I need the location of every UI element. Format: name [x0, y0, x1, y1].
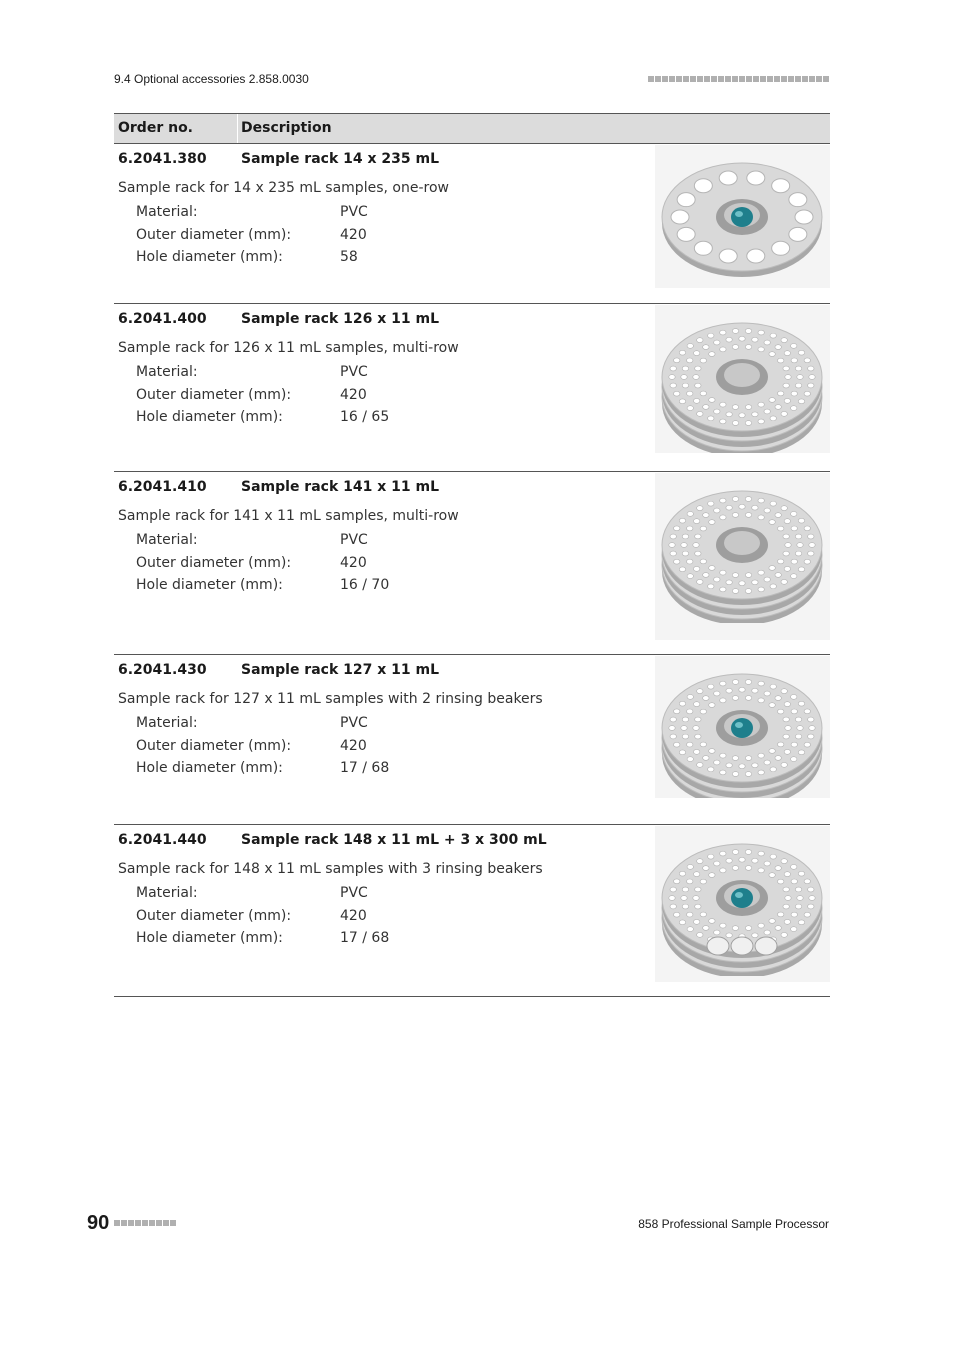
spec-label: Material:	[136, 532, 198, 548]
item-title: Sample rack 141 x 11 mL	[241, 479, 440, 495]
table-row	[114, 143, 830, 304]
item-description: Sample rack for 127 x 11 mL samples with 2 rinsing beakers	[118, 691, 543, 707]
spec-value: PVC	[340, 715, 368, 731]
item-title: Sample rack 148 x 11 mL + 3 x 300 mL	[241, 832, 547, 848]
spec-label: Material:	[136, 715, 198, 731]
spec-value: 420	[340, 555, 367, 571]
item-description: Sample rack for 148 x 11 mL samples with 3 rinsing beakers	[118, 861, 543, 877]
footer-product-name: 858 Professional Sample Processor	[638, 1217, 829, 1231]
item-description: Sample rack for 126 x 11 mL samples, multi-row	[118, 340, 459, 356]
table-row	[114, 654, 830, 825]
spec-label: Material:	[136, 204, 198, 220]
spec-label: Hole diameter (mm):	[136, 409, 283, 425]
spec-value: PVC	[340, 885, 368, 901]
sample-rack-photo	[655, 826, 830, 982]
spec-label: Outer diameter (mm):	[136, 738, 292, 754]
item-title: Sample rack 127 x 11 mL	[241, 662, 440, 678]
sample-rack-photo	[655, 656, 830, 798]
item-title: Sample rack 126 x 11 mL	[241, 311, 440, 327]
page-number: 90	[87, 1212, 110, 1234]
spec-value: 16 / 70	[340, 577, 390, 593]
footer-decorative-squares	[114, 1220, 176, 1226]
sample-rack-photo	[655, 305, 830, 453]
spec-label: Hole diameter (mm):	[136, 760, 283, 776]
table-row	[114, 471, 830, 655]
spec-value: 420	[340, 387, 367, 403]
table-row	[114, 303, 830, 472]
item-title: Sample rack 14 x 235 mL	[241, 151, 440, 167]
order-number: 6.2041.400	[118, 311, 207, 327]
table-row	[114, 824, 830, 997]
sample-rack-photo	[655, 473, 830, 640]
header-decorative-squares	[648, 76, 829, 82]
order-number: 6.2041.430	[118, 662, 207, 678]
spec-label: Hole diameter (mm):	[136, 930, 283, 946]
spec-value: 17 / 68	[340, 930, 390, 946]
spec-label: Material:	[136, 364, 198, 380]
order-number: 6.2041.410	[118, 479, 207, 495]
table-header	[114, 113, 830, 144]
spec-value: 16 / 65	[340, 409, 390, 425]
order-number: 6.2041.440	[118, 832, 207, 848]
running-header: 9.4 Optional accessories 2.858.0030	[114, 72, 309, 86]
col-order-header: Order no.	[118, 120, 194, 136]
order-number: 6.2041.380	[118, 151, 207, 167]
item-description: Sample rack for 14 x 235 mL samples, one-row	[118, 180, 449, 196]
spec-value: 17 / 68	[340, 760, 390, 776]
spec-value: PVC	[340, 204, 368, 220]
spec-label: Material:	[136, 885, 198, 901]
spec-value: 420	[340, 227, 367, 243]
spec-label: Outer diameter (mm):	[136, 908, 292, 924]
spec-value: PVC	[340, 364, 368, 380]
spec-label: Hole diameter (mm):	[136, 249, 283, 265]
sample-rack-photo	[655, 145, 830, 288]
spec-label: Outer diameter (mm):	[136, 555, 292, 571]
accessories-table	[114, 113, 830, 946]
spec-label: Hole diameter (mm):	[136, 577, 283, 593]
item-description: Sample rack for 141 x 11 mL samples, multi-row	[118, 508, 459, 524]
spec-value: 420	[340, 738, 367, 754]
col-description-header: Description	[237, 114, 332, 143]
spec-label: Outer diameter (mm):	[136, 387, 292, 403]
spec-label: Outer diameter (mm):	[136, 227, 292, 243]
spec-value: PVC	[340, 532, 368, 548]
spec-value: 58	[340, 249, 358, 265]
spec-value: 420	[340, 908, 367, 924]
